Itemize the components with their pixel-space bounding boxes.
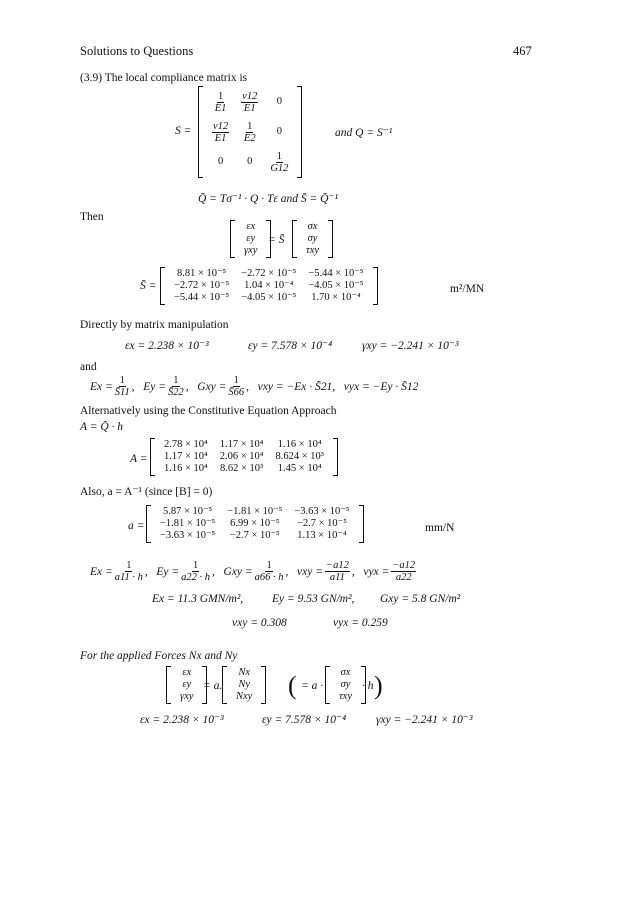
cell: 1.04 × 10⁻⁴ xyxy=(244,280,294,291)
cell: −1.81 × 10⁻⁵ xyxy=(227,506,283,517)
ex-label: Ex = xyxy=(90,565,113,578)
direct-label: Directly by matrix manipulation xyxy=(80,319,229,331)
a-lhs: A = xyxy=(130,453,148,465)
a-definition: A = Q̄ · h xyxy=(80,421,124,433)
close-paren: ) xyxy=(374,671,383,700)
cell: εx xyxy=(182,667,192,678)
result-gxy: Gxy = 5.8 GN/m² xyxy=(380,593,461,605)
page-number: 467 xyxy=(513,44,532,58)
ex-label: Ex = xyxy=(90,380,113,393)
cell: σx xyxy=(307,221,318,232)
cell: −5.44 × 10⁻⁵ xyxy=(308,268,364,279)
stress-vector xyxy=(292,220,333,258)
cell: −2.72 × 10⁻⁵ xyxy=(241,268,297,279)
fraction-numerator: 1 xyxy=(233,375,239,386)
result-vxy: vxy = 0.308 xyxy=(232,617,287,629)
fraction-denominator: S̄66 xyxy=(228,387,245,398)
fraction-numerator: 1 xyxy=(173,375,179,386)
cell: E1 xyxy=(243,102,256,114)
cell: E1 xyxy=(214,102,227,114)
final-strain-xy: γxy = −2.241 × 10⁻³ xyxy=(376,714,473,726)
cell: E1 xyxy=(214,132,227,144)
open-paren: ( xyxy=(288,671,297,700)
cell: 0 xyxy=(247,156,253,167)
cell: 8.81 × 10⁻⁵ xyxy=(176,268,227,279)
cell: 2.78 × 10⁴ xyxy=(164,439,208,450)
cell: 1.17 × 10⁴ xyxy=(164,451,208,462)
fraction-numerator: 1 xyxy=(192,560,199,571)
cell: 1 xyxy=(276,150,283,162)
result-vyx: vyx = 0.259 xyxy=(333,617,388,629)
also-label: Also, a = A⁻¹ (since [B] = 0) xyxy=(80,486,213,498)
cell: 1 xyxy=(217,90,224,102)
vyx-equation: vyx = −Ey · S̄12 xyxy=(343,380,419,393)
cell: 1.45 × 10⁴ xyxy=(277,463,322,474)
a-inverse-lhs: a = xyxy=(128,520,145,532)
cell: σy xyxy=(307,233,318,244)
cell: γxy xyxy=(244,245,258,256)
ey-label: Ey = xyxy=(143,380,167,393)
result-ey: Ey = 9.53 GN/m², xyxy=(272,593,355,605)
cell: ν12 xyxy=(242,90,258,102)
sbar-unit: m²/MN xyxy=(450,283,485,295)
cell: 8.624 × 10³ xyxy=(275,451,324,462)
sbar-lhs: S̄ = xyxy=(140,280,157,292)
transform-equation: Q̄ = Tσ⁻¹ · Q · Tε and S̄ = Q̄⁻¹ xyxy=(198,193,338,205)
compliance-lhs: S = xyxy=(175,125,192,137)
fraction-numerator: −a12 xyxy=(326,560,349,571)
final-strain-x: εx = 2.238 × 10⁻³ xyxy=(140,714,224,726)
equals-sbar: = S̄ xyxy=(268,234,285,246)
cell: εy xyxy=(182,679,192,690)
fraction-denominator: a66 · h xyxy=(254,572,284,583)
cell: −3.63 × 10⁻⁵ xyxy=(294,506,350,517)
strain-xy: γxy = −2.241 × 10⁻³ xyxy=(362,340,459,352)
fraction-denominator: S̄22 xyxy=(168,387,184,398)
gxy-label: Gxy = xyxy=(197,380,227,393)
cell: −2.72 × 10⁻⁵ xyxy=(174,280,230,291)
times-h: · h xyxy=(362,680,374,692)
cell: −2.7 × 10⁻⁵ xyxy=(229,530,280,541)
cell: εx xyxy=(246,221,256,232)
stress-vector-2 xyxy=(325,666,366,704)
sbar-matrix xyxy=(160,267,378,305)
question-intro: (3.9) The local compliance matrix is xyxy=(80,72,248,84)
result-ex: Ex = 11.3 GMN/m², xyxy=(152,593,244,605)
cell: 0 xyxy=(276,96,283,107)
vxy-label: vxy = xyxy=(297,565,323,578)
cell: Nxy xyxy=(236,691,253,702)
a-moduli-equations: Ex = $\frac{1}{a11 \cdot h}$ , Ey = $\frac{1}{a22 \cdot h}$ , Gxy = $\frac{1}{a66 \cdot h}$ , vxy = $\frac{-a12}{a11}$ , vyx = $\frac{-a12}{a22}$ xyxy=(90,560,416,583)
cell: 2.06 × 10⁴ xyxy=(219,451,264,462)
cell: 5.87 × 10⁻⁵ xyxy=(162,506,213,517)
cell: Ny xyxy=(238,679,250,690)
moduli-equations: Ex = $\frac{1}{S̄11}$ , Ey = $\frac{1}{S̄22}$ , Gxy = $\frac{1}{S̄66}$ , vxy = −Ex · S̄21, vyx = −Ey · S̄12 xyxy=(90,375,419,398)
fraction-numerator: 1 xyxy=(126,560,132,571)
equals-a-dot: = a · xyxy=(301,680,324,692)
cell: ν12 xyxy=(213,120,229,132)
cell: 1.13 × 10⁻⁴ xyxy=(297,530,347,541)
cell: E2 xyxy=(243,132,256,144)
compliance-rhs: and Q = S⁻¹ xyxy=(335,127,393,139)
cell: σy xyxy=(340,679,351,690)
fraction-numerator: 1 xyxy=(266,560,272,571)
cell: G12 xyxy=(270,162,289,174)
cell: 0 xyxy=(276,126,283,137)
applied-forces-label: For the applied Forces Nx and Ny xyxy=(80,650,238,662)
gxy-label: Gxy = xyxy=(223,565,253,578)
fraction-denominator: a22 · h xyxy=(181,572,211,583)
fraction-numerator: 1 xyxy=(119,375,125,386)
cell: 8.62 × 10³ xyxy=(219,463,264,474)
equals-a: = a. xyxy=(203,680,223,692)
cell: 1.70 × 10⁻⁴ xyxy=(311,292,361,303)
and-label: and xyxy=(80,361,97,373)
cell: τxy xyxy=(339,691,353,702)
cell: 1.16 × 10⁴ xyxy=(277,439,322,450)
running-header: Solutions to Questions xyxy=(80,44,194,58)
cell: −4.05 × 10⁻⁵ xyxy=(241,292,297,303)
compliance-matrix xyxy=(198,86,302,178)
cell: 0 xyxy=(217,156,224,167)
cell: εy xyxy=(246,233,256,244)
a-inverse-unit: mm/N xyxy=(425,522,455,534)
cell: 1.16 × 10⁴ xyxy=(164,463,208,474)
then-label: Then xyxy=(80,211,104,223)
fraction-denominator: a22 xyxy=(395,572,412,583)
cell: 6.99 × 10⁻⁵ xyxy=(230,518,280,529)
vxy-equation: vxy = −Ex · S̄21, xyxy=(257,380,336,393)
cell: 1.17 × 10⁴ xyxy=(219,439,264,450)
strain-y: εy = 7.578 × 10⁻⁴ xyxy=(248,340,333,352)
cell: −4.05 × 10⁻⁵ xyxy=(308,280,364,291)
force-vector xyxy=(222,666,266,704)
alt-label: Alternatively using the Constitutive Equation Approach xyxy=(80,405,337,417)
fraction-denominator: a11 xyxy=(329,572,345,583)
strain-x: εx = 2.238 × 10⁻³ xyxy=(125,340,209,352)
strain-vector-2 xyxy=(166,666,207,704)
cell: γxy xyxy=(180,691,194,702)
vyx-label: vyx = xyxy=(363,565,390,578)
cell: −2.7 × 10⁻⁵ xyxy=(296,518,347,529)
ey-label: Ey = xyxy=(156,565,180,578)
a-matrix xyxy=(150,438,338,476)
cell: 1 xyxy=(247,120,253,132)
cell: −3.63 × 10⁻⁵ xyxy=(160,530,216,541)
cell: −1.81 × 10⁻⁵ xyxy=(160,518,216,529)
fraction-denominator: S̄11 xyxy=(114,387,130,398)
a-inverse-matrix xyxy=(146,505,364,543)
cell: σx xyxy=(340,667,351,678)
cell: −5.44 × 10⁻⁵ xyxy=(174,292,230,303)
cell: τxy xyxy=(306,245,320,256)
fraction-numerator: −a12 xyxy=(392,560,416,571)
cell: Nx xyxy=(238,667,250,678)
final-strain-y: εy = 7.578 × 10⁻⁴ xyxy=(262,714,347,726)
fraction-denominator: a11 · h xyxy=(114,572,143,583)
strain-vector xyxy=(230,220,271,258)
